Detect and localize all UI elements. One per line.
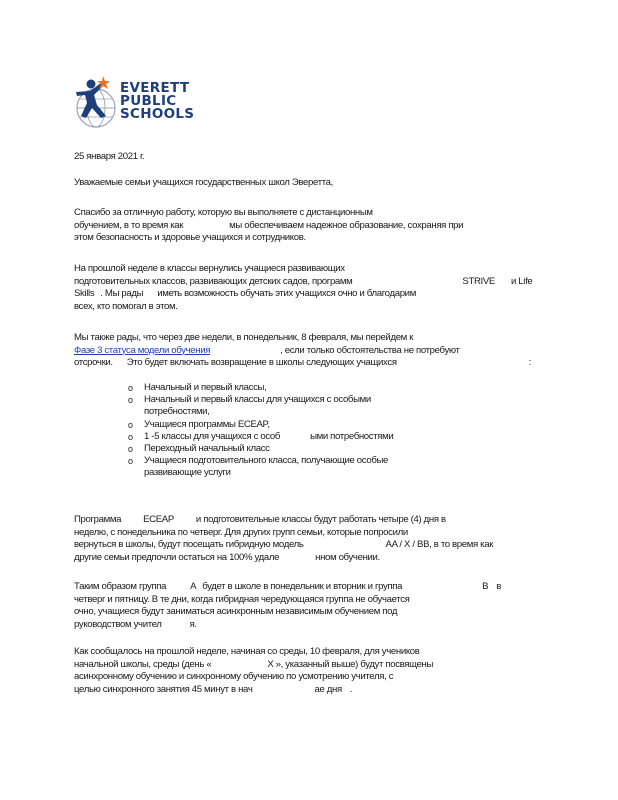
- paragraph-2: [74, 263, 532, 313]
- list-item: o 1 -5 классы для учащихся с особ ыми потребностями: [128, 430, 394, 442]
- paragraph-6-line-3: асинхронному обучению и синхронному обучению по усмотрению учителя, с: [74, 671, 394, 683]
- paragraph-4: [74, 514, 493, 564]
- logo-wordmark: [120, 82, 194, 121]
- paragraph-5: [74, 581, 501, 631]
- paragraph-5-line-4: руководством учител я.: [74, 618, 197, 630]
- paragraph-2-line-2: подготовительных классов, развивающих детских садов, программ STRIVE и Life: [74, 275, 533, 287]
- phase-3-link-underline-tail[interactable]: [210, 345, 280, 356]
- paragraph-6: [74, 646, 433, 696]
- paragraph-6-line-2: начальной школы, среды (день « Х », указанный выше) будут посвящены: [74, 658, 434, 670]
- list-item: o Начальный и первый классы,: [128, 382, 267, 393]
- paragraph-1-line-1: Спасибо за отличную работу, которую вы выполняете с дистанционным: [74, 207, 373, 218]
- paragraph-1-line-3: этом безопасность и здоровье учащихся и сотрудников.: [74, 232, 306, 244]
- list-item: o Переходный начальный класс: [128, 443, 270, 455]
- list-item: o Учащиеся подготовительного класса, получающие особые развивающие услуги: [128, 455, 389, 479]
- paragraph-3-line-2: Фазе 3 статуса модели обучения , если только обстоятельства не потребуют: [74, 344, 460, 356]
- list-item: o Начальный и первый классы для учащихся с особыми потребностями,: [128, 394, 371, 418]
- paragraph-3: [74, 332, 531, 370]
- paragraph-4-line-1: Программа ECEAP и подготовительные классы будут работать четыре (4) дня в: [74, 514, 446, 525]
- list-item: o Учащиеся программы ECEAP,: [128, 418, 270, 430]
- paragraph-4-line-3: вернуться в школы, будут посещать гибридную модель AA / X / BB, в то время как: [74, 539, 494, 551]
- logo-line-1: EVERETT: [120, 80, 190, 96]
- paragraph-5-line-2: четверг и пятницу. В те дни, когда гибридная чередующаяся группа не обучается: [74, 593, 410, 605]
- letter-date: 25 января 2021 г.: [74, 151, 145, 162]
- paragraph-4-line-2: неделю, с понедельника по четверг. Для других групп семьи, которые попросили: [74, 526, 408, 538]
- school-logo: [70, 72, 210, 132]
- paragraph-2-line-4: всех, кто помогал в этом.: [74, 300, 178, 312]
- paragraph-5-line-3: очно, учащиеся будут заниматься асинхронным независимым обучением под: [74, 606, 398, 618]
- letter-greeting: Уважаемые семьи учащихся государственных школ Эверетта,: [74, 177, 333, 188]
- logo-line-2: PUBLIC: [120, 93, 177, 109]
- logo-line-3: SCHOOLS: [120, 106, 195, 122]
- student-groups-list: [128, 382, 393, 480]
- paragraph-1-line-2: обучением, в то время как мы обеспечиваем надежное образование, сохраняя при: [74, 219, 464, 231]
- paragraph-4-line-4: другие семьи предпочли остаться на 100% удале нном обучении.: [74, 551, 380, 563]
- paragraph-2-line-1: На прошлой неделе в классы вернулись учащиеся развивающих: [74, 263, 345, 274]
- paragraph-3-line-1: Мы также рады, что через две недели, в понедельник, 8 февраля, мы перейдем к: [74, 332, 414, 343]
- paragraph-3-line-3: отсрочки. Это будет включать возвращение в школы следующих учащихся :: [74, 357, 532, 369]
- paragraph-5-line-1: Таким образом группа А будет в школе в понедельник и вторник и группа В в: [74, 581, 501, 592]
- paragraph-1: [74, 207, 463, 245]
- paragraph-6-line-1: Как сообщалось на прошлой неделе, начиная со среды, 10 февраля, для учеников: [74, 646, 420, 657]
- paragraph-6-line-4: целью синхронного занятия 45 минут в нач ае дня .: [74, 683, 353, 695]
- paragraph-2-line-3: Skills . Мы рады иметь возможность обучать этих учащихся очно и благодарим: [74, 288, 416, 300]
- phase-3-link[interactable]: Фазе 3 статуса модели обучения: [74, 344, 211, 356]
